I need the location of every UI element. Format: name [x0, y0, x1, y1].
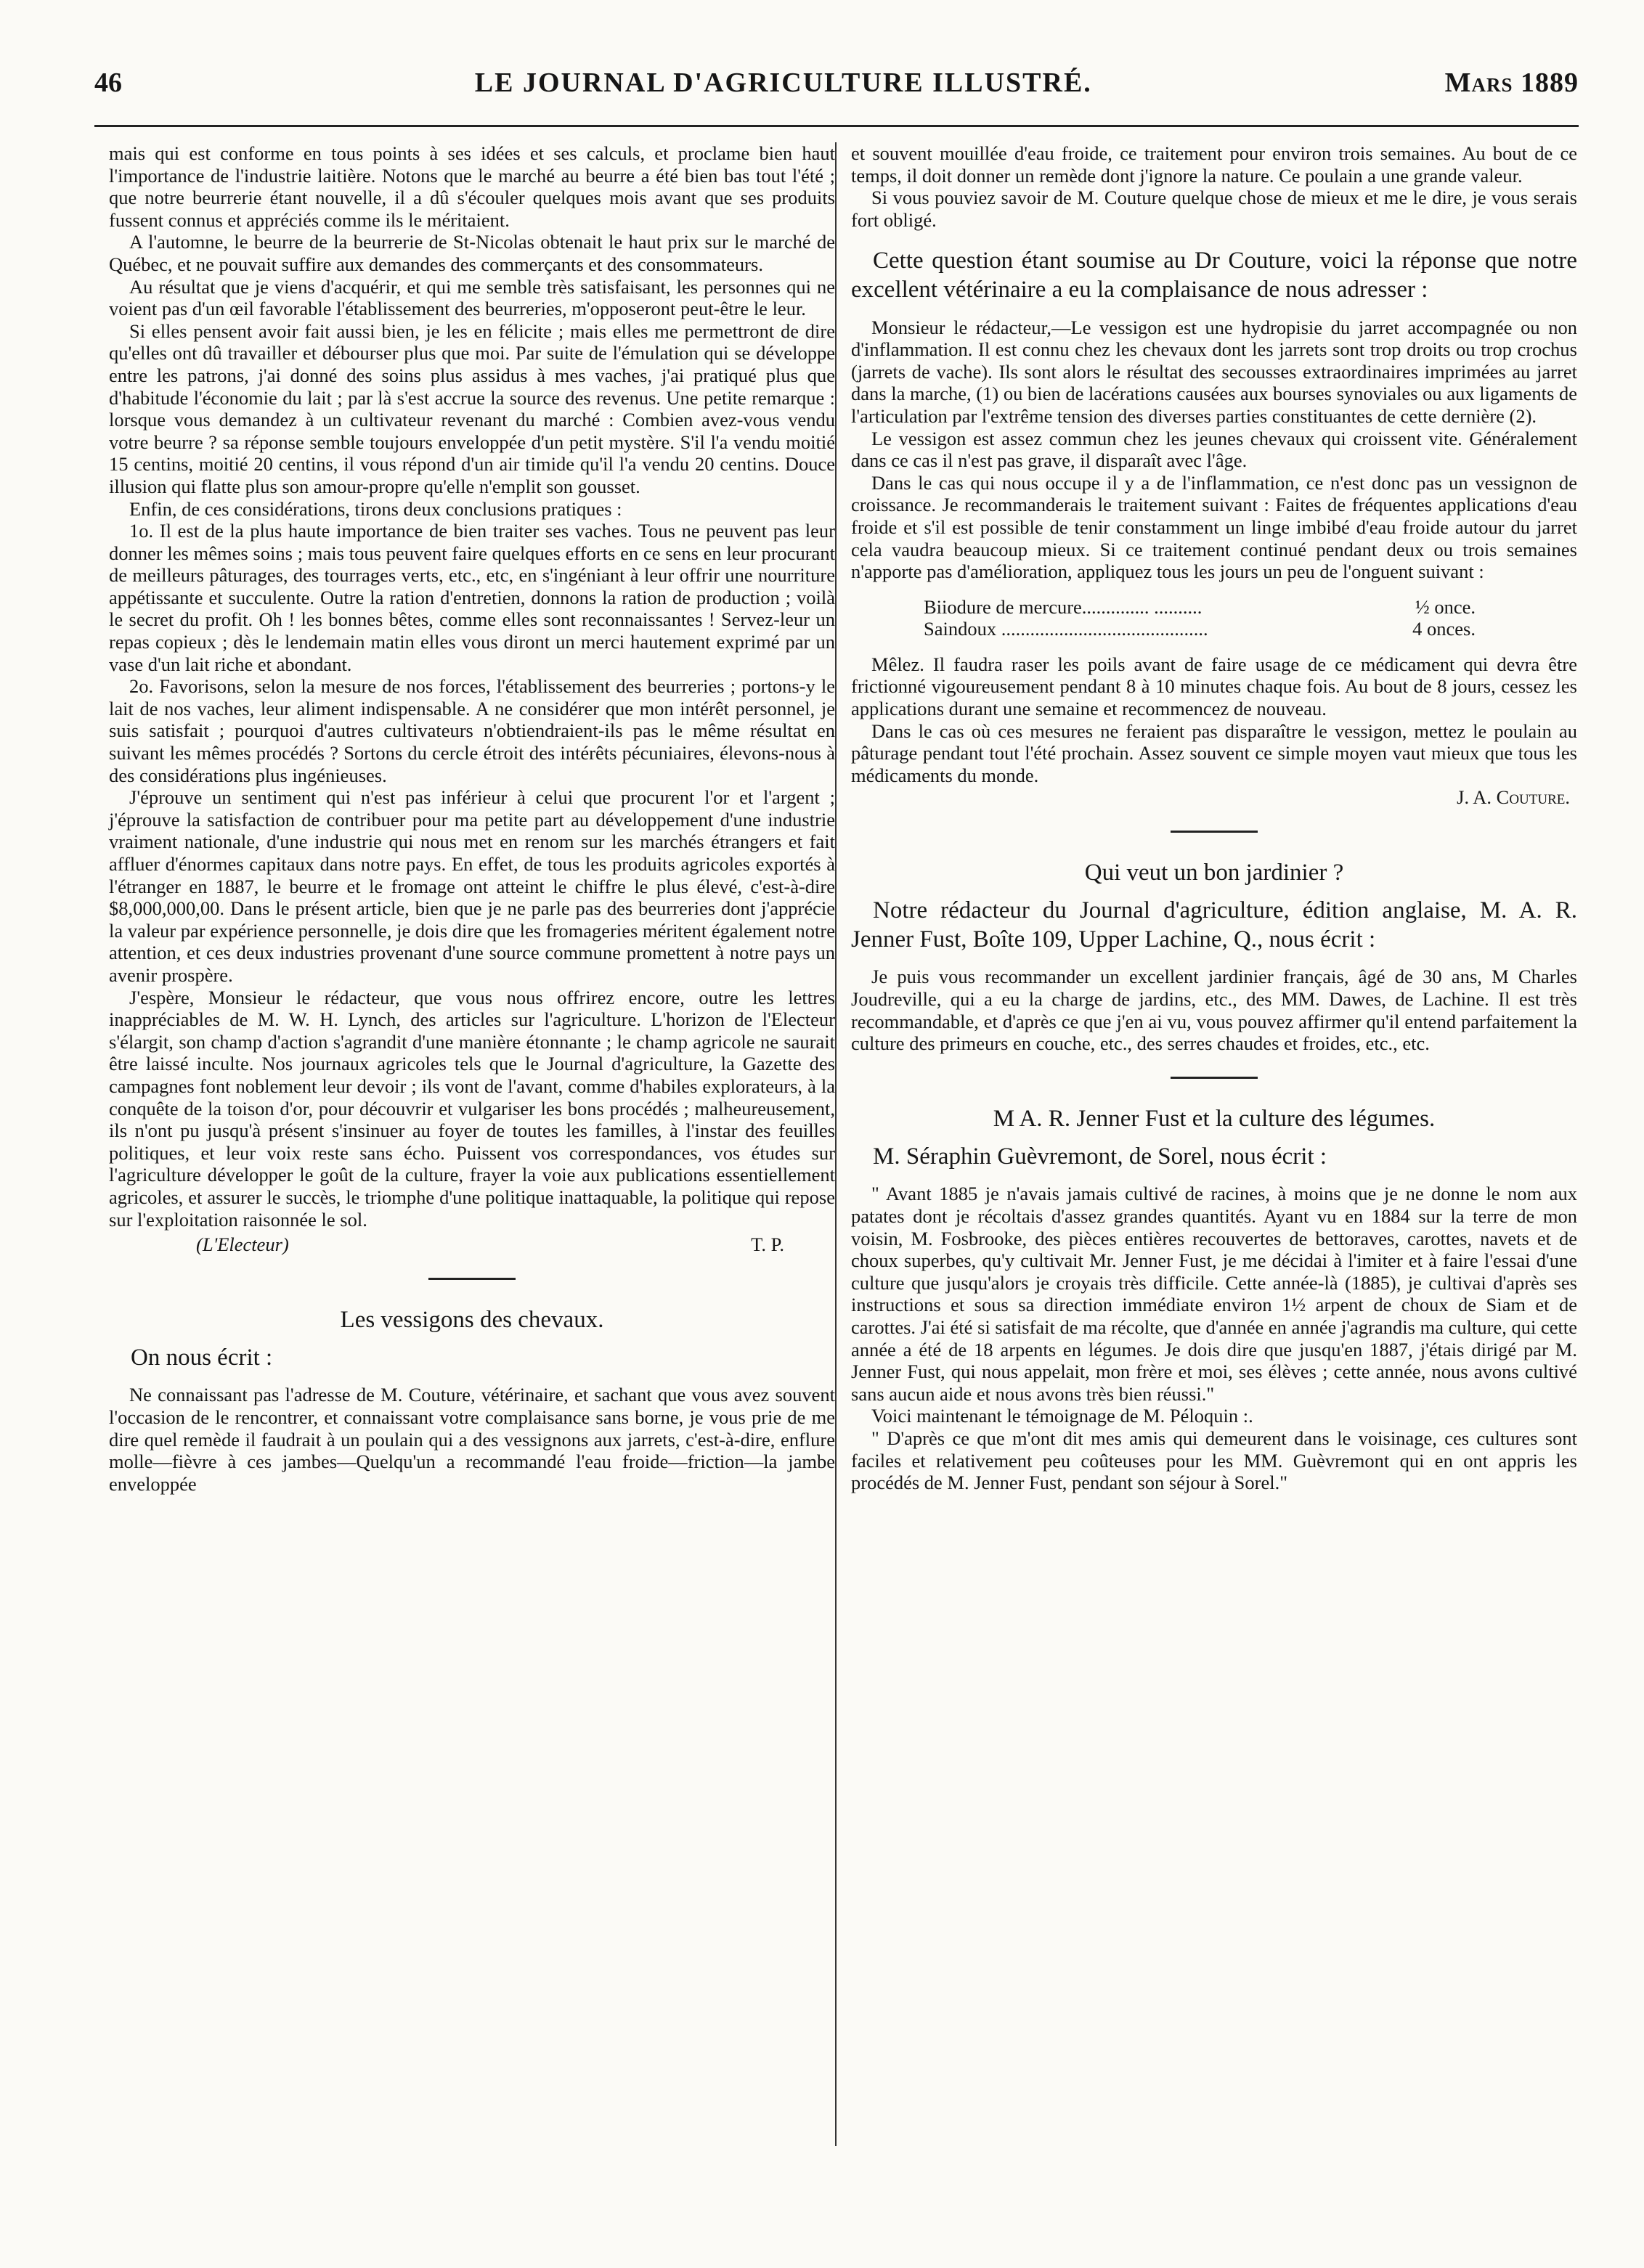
paragraph: J'éprouve un sentiment qui n'est pas inférieur à celui que procurent l'or et l'argent ; j'éprouve la satisfaction de contribuer pour ma petite part au développement d'une industrie vraiment nationale, d'une industrie qui nous met en renom sur les marchés étrangers et fait affluer d'énormes capitaux dans notre pays. En effet, de tous les produits agricoles exportés à l'étranger en 1887, le beurre et le fromage ont atteint le chiffre le plus élevé, c'est-à-dire $8,000,000,00. Dans le présent article, bien que je ne parle pas des beurreries dont j'apprécie la valeur par expérience personnelle, je dois dire que les fromageries méritent également notre attention, et ces deux industries provenant d'une source commune promettent à notre pays un avenir prospère. — [109, 786, 835, 986]
header-rule — [94, 125, 1579, 127]
paragraph: 1o. Il est de la plus haute importance de bien traiter ses vaches. Tous ne peuvent pas leur donner les mêmes soins ; mais tous peuvent faire quelques efforts en ce sens en leur procurant de meilleurs pâturages, des tourrages verts, etc., etc, en s'ingéniant à leur offrir une nourriture appétissante et succulente. Outre la ration d'entretien, donnons la ration de production ; voilà le secret du profit. Oh ! les bonnes bêtes, comme elles sont reconnaissantes ! Servez-leur un repas copieux ; dès le lendemain matin elles vous diront un merci hautement exprimé par un vase d'un lait riche et abondant. — [109, 520, 835, 675]
recipe-list — [851, 596, 1577, 640]
page-number: 46 — [94, 68, 122, 98]
paragraph: " Avant 1885 je n'avais jamais cultivé de racines, à moins que je ne donne le nom aux patates dont je récoltais d'assez grandes quantités. Ayant vu en 1884 sur la terre de mon voisin, M. Fosbrooke, des pièces entières recouvertes de bettoraves, carottes, navets et de choux superbes, qu'y cultivait Mr. Jenner Fust, je me décidai à l'imiter et à faire l'essai d'une culture que jusqu'alors je croyais très difficile. Cette année-là (1885), je cultivai d'après ses instructions et sous sa direction immédiate environ 1½ arpent de choux de Siam et de carottes. J'ai été si satisfait de ma récolte, que d'année en année j'agrandis ma culture, qui cette année a été de 18 arpents en légumes. Je dois dire que jusqu'en 1887, j'étais dirigé par M. Jenner Fust, qui nous appelait, mon frère et moi, ses élèves ; cette année, nous avons cultivé sans aucun aide et nous avons très bien réussi." — [851, 1183, 1577, 1405]
response-intro: Cette question étant soumise au Dr Couture, voici la réponse que notre excellent vétérinaire a eu la complaisance de nous adresser : — [851, 248, 1577, 303]
ingredient-name: Saindoux ........................................... — [924, 618, 1208, 640]
article-intro: M. Séraphin Guèvremont, de Sorel, nous écrit : — [873, 1143, 1327, 1170]
journal-title: LE JOURNAL D'AGRICULTURE ILLUSTRÉ. — [474, 68, 1092, 98]
section-separator — [1171, 1077, 1258, 1079]
ingredient-name: Biiodure de mercure.............. .......... — [924, 595, 1203, 618]
paragraph: J'espère, Monsieur le rédacteur, que vous nous offrirez encore, outre les lettres inappréciables de M. W. H. Lynch, des articles sur l'agriculture. L'horizon de l'Electeur s'élargit, son champ d'action s'agrandit d'une manière étonnante ; le champ agricole ne saurait être laissé inculte. Nos journaux agricoles tels que le Journal d'agriculture, la Gazette des campagnes font noblement leur devoir ; ils vont de l'avant, comme d'habiles explorateurs, à la conquête de la toison d'or, pour découvrir et vulgariser les bons procédés ; malheureusement, ils n'ont pu jusqu'à présent s'insinuer au foyer de toutes les familles, à l'instar des feuilles politiques, et leur voix reste sans écho. Puissent vos correspondances, vos études sur l'agriculture développer le goût de la culture, frayer la voie aux publications essentiellement agricoles, et assurer le succès, le triomphe d'une politique inattaquable, la politique qui repose sur l'exploitation raisonnée le sol. — [109, 986, 835, 1231]
paragraph: Dans le cas qui nous occupe il y a de l'inflammation, ce n'est donc pas un vessignon de croissance. Je recommanderais le traitement suivant : Faites de fréquentes applications d'eau froide et s'il est possible de tenir constamment un linge imbibé d'eau froide autour du jarret cela vaudra beaucoup mieux. Si ce traitement continué pendant deux ou trois semaines n'apporte pas d'amélioration, appliquez tous les jours un peu de l'onguent suivant : — [851, 471, 1577, 583]
issue-date: Mars 1889 — [1444, 68, 1579, 98]
paragraph: Dans le cas où ces mesures ne feraient pas disparaître le vessigon, mettez le poulain au pâturage pendant tout l'été prochain. Assez souvent ce simple moyen vaut mieux que tous les médicaments du monde. — [851, 719, 1577, 786]
signature-source: (L'Electeur) — [196, 1233, 289, 1256]
paragraph: et souvent mouillée d'eau froide, ce traitement pour environ trois semaines. Au bout de ce temps, il doit donner un remède dont j'ignore la nature. Ce poulain a une grande valeur. — [851, 142, 1577, 187]
paragraph: Enfin, de ces considérations, tirons deux conclusions pratiques : — [129, 497, 622, 520]
paragraph: mais qui est conforme en tous points à ses idées et ses calculs, et proclame bien haut l'importance de l'industrie laitière. Notons que le marché au beurre a été bien bas tout l'été ; que notre beurrerie étant nouvelle, il a dû s'écouler quelques mois avant que ses produits fussent connus et appréciés comme ils le méritaient. — [109, 142, 835, 231]
paragraph: " D'après ce que m'ont dit mes amis qui demeurent dans le voisinage, ces cultures sont faciles et relativement peu coûteuses pour les MM. Guèvremont qui en ont appris les procédés de M. Jenner Fust, pendant son séjour à Sorel." — [851, 1427, 1577, 1494]
ingredient-qty: ½ once. — [1415, 595, 1476, 618]
article-heading: Qui veut un bon jardinier ? — [1084, 860, 1344, 886]
article-heading: Les vessigons des chevaux. — [340, 1306, 604, 1333]
page-header — [94, 67, 1579, 110]
paragraph: Le vessigon est assez commun chez les jeunes chevaux qui croissent vite. Généralement dans ce cas il n'est pas grave, il disparaît avec l'âge. — [851, 427, 1577, 472]
paragraph: Si elles pensent avoir fait aussi bien, je les en félicite ; mais elles me permettront de dire qu'elles ont dû travailler et débourser plus que moi. Par suite de l'émulation qui se développe entre les patrons, j'ai donné des soins plus assidus à mes vaches, j'ai pratiqué plus que d'habitude l'économie du lait ; par là s'est accrue la source des revenus. Une petite remarque : lorsque vous demandez à un cultivateur revenant du marché : Combien avez-vous vendu votre beurre ? sa réponse semble toujours enveloppée d'un petit mystère. S'il l'a vendu moitié 15 centins, moitié 20 centins, il vous répond d'un air timide qu'il l'a vendu 20 centins. Douce illusion qui flatte plus son amour-propre qu'elle n'emplit son gousset. — [109, 319, 835, 497]
article-heading: M A. R. Jenner Fust et la culture des légumes. — [993, 1105, 1436, 1132]
article-intro: On nous écrit : — [131, 1344, 273, 1371]
section-separator — [428, 1278, 516, 1280]
signature-initials: T. P. — [751, 1233, 784, 1256]
section-separator — [1171, 831, 1258, 833]
recipe-line — [924, 596, 1476, 619]
ingredient-qty: 4 onces. — [1412, 618, 1476, 640]
paragraph: Si vous pouviez savoir de M. Couture quelque chose de mieux et me le dire, je vous serais fort obligé. — [851, 187, 1577, 231]
recipe-line — [924, 618, 1476, 640]
paragraph: Ne connaissant pas l'adresse de M. Couture, vétérinaire, et sachant que vous avez souvent l'occasion de le rencontrer, et connaissant votre complaisance sans borne, je vous prie de me dire quel remède il faudrait à un poulain qui a des vessignons aux jarrets, c'est-à-dire, enflure molle—fièvre à ces jambes—Quelqu'un a recommandé l'eau froide—friction—la jambe enveloppée — [109, 1384, 835, 1495]
right-column — [851, 142, 1577, 1494]
column-divider — [835, 142, 837, 2146]
left-column — [109, 142, 835, 1495]
paragraph: Mêlez. Il faudra raser les poils avant de faire usage de ce médicament qui devra être frictionné vigoureusement pendant 8 à 10 minutes chaque fois. Au bout de 8 jours, cessez les applications durant une semaine et recommencez de nouveau. — [851, 653, 1577, 720]
paragraph: Au résultat que je viens d'acquérir, et qui me semble très satisfaisant, les personnes qui ne voient pas d'un œil favorable l'établissement des beurreries, m'opposeront peut-être le leur. — [109, 275, 835, 320]
article-signature — [109, 1233, 835, 1256]
paragraph: 2o. Favorisons, selon la mesure de nos forces, l'établissement des beurreries ; portons-y le lait de nos vaches, leur aliment indispensable. A ne considérer que mon intérêt personnel, je suis satisfait ; pourquoi d'autres cultivateurs n'obtiendraient-ils pas le même résultat en suivant les mêmes procédés ? Sortons du cercle étroit des intérêts pécuniaires, élevons-nous à des considérations plus ingénieuses. — [109, 675, 835, 786]
paragraph: A l'automne, le beurre de la beurrerie de St-Nicolas obtenait le haut prix sur le marché de Québec, et ne pouvait suffire aux demandes des commerçants et des consommateurs. — [109, 231, 835, 275]
response-signature: J. A. Couture. — [1457, 786, 1570, 809]
article-intro: Notre rédacteur du Journal d'agriculture, édition anglaise, M. A. R. Jenner Fust, Boîte 109, Upper Lachine, Q., nous écrit : — [851, 897, 1577, 953]
paragraph: Monsieur le rédacteur,—Le vessigon est une hydropisie du jarret accompagnée ou non d'inflammation. Il est connu chez les chevaux dont les jarrets sont trop droits ou trop crochus (jarrets de vache). Ils sont alors le résultat des secousses extraordinaires imprimées au jarret dans la marche, (1) ou bien de lacérations causées aux bourses synoviales ou aux ligaments de l'articulation par l'extrême tension des diverses parties constituantes de cette dernière (2). — [851, 316, 1577, 427]
paragraph: Voici maintenant le témoignage de M. Péloquin :. — [871, 1405, 1253, 1427]
paragraph: Je puis vous recommander un excellent jardinier français, âgé de 30 ans, M Charles Joudreville, qui a eu la charge de jardins, etc., des MM. Dawes, de Lachine. Il est très recommandable, et d'après ce que j'en ai vu, vous pouvez affirmer qu'il entend parfaitement la culture des primeurs en couche, etc., des serres chaudes et froides, etc., etc. — [851, 966, 1577, 1055]
